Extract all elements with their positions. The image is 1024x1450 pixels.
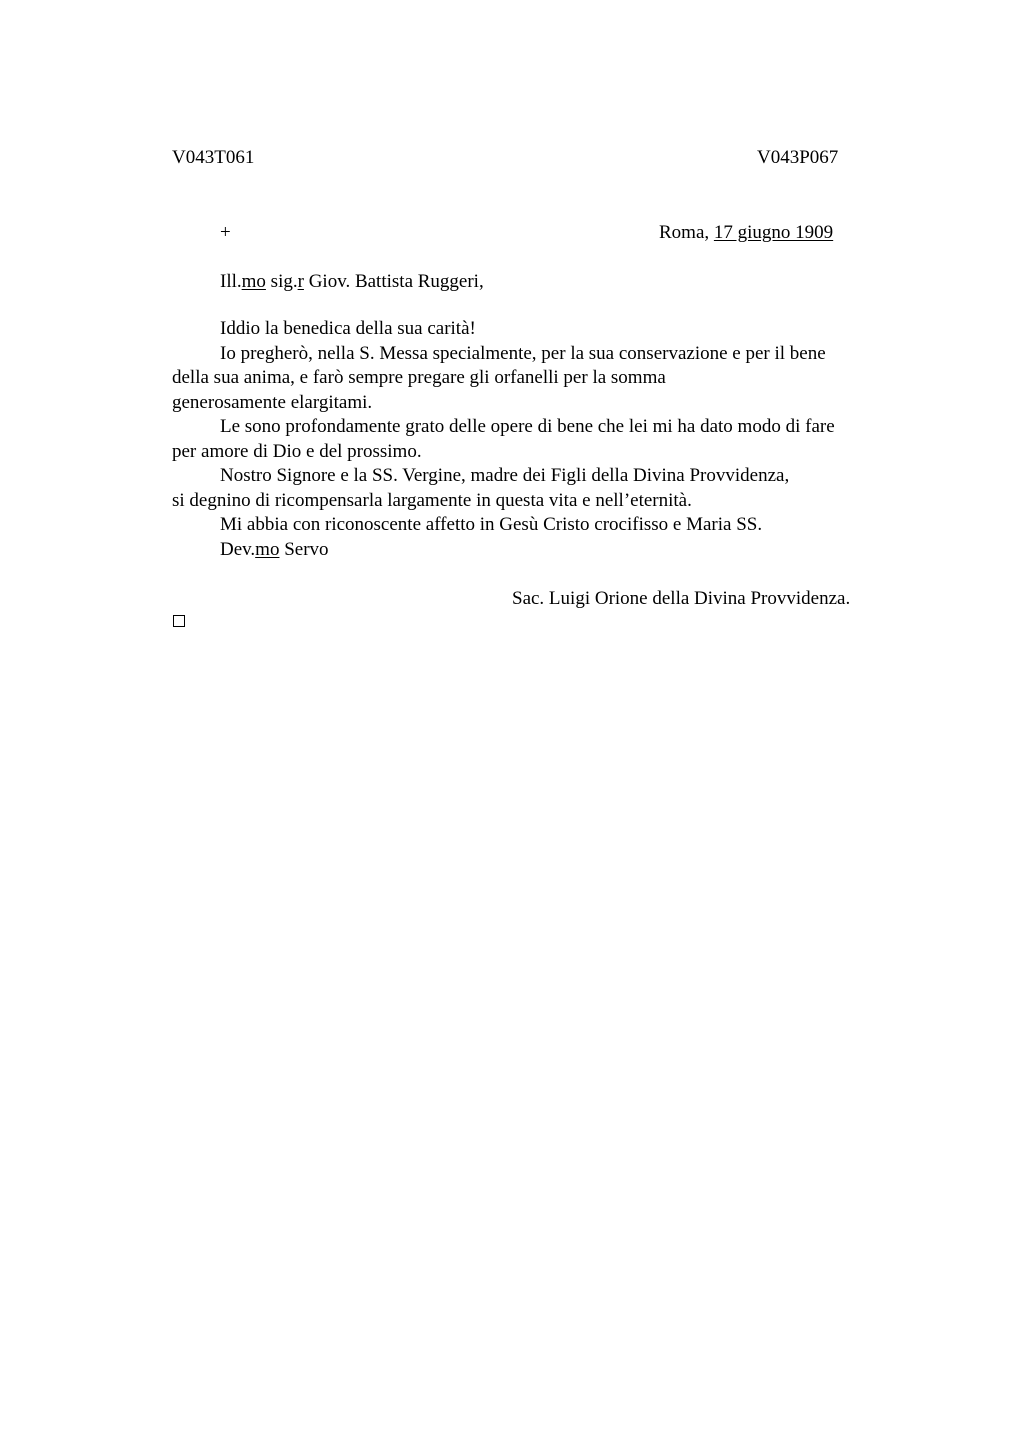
letter-body xyxy=(172,317,892,562)
end-box-icon xyxy=(173,615,185,627)
paragraph-2-line-2: della sua anima, e farò sempre pregare gli orfanelli per la somma xyxy=(172,367,666,388)
closing-mo: mo xyxy=(255,538,280,560)
cross-symbol: + xyxy=(220,222,231,243)
header-right-code: V043P067 xyxy=(757,147,839,168)
paragraph-2-line-3: generosamente elargitami. xyxy=(172,391,373,413)
paragraph-3-line-1: Le sono profondamente grato delle opere di bene che lei mi ha dato modo di fare xyxy=(220,416,835,437)
closing xyxy=(172,538,892,563)
header-left-code: V043T061 xyxy=(172,147,255,168)
salutation-sig: sig. xyxy=(265,271,298,292)
paragraph-1-line-1: Iddio la benedica della sua carità! xyxy=(220,318,476,339)
signature: Sac. Luigi Orione della Divina Provvidenza. xyxy=(512,588,851,609)
salutation-mo: mo xyxy=(241,271,266,292)
letter-place: Roma, xyxy=(659,222,710,243)
closing-rest: Servo xyxy=(279,538,329,560)
salutation-prefix: Ill. xyxy=(220,271,242,292)
paragraph-5-line-1: Mi abbia con riconoscente affetto in Gesù Cristo crocifisso e Maria SS. xyxy=(220,514,763,535)
closing-prefix: Dev. xyxy=(220,538,256,560)
letter-dateline xyxy=(659,221,833,246)
salutation-r: r xyxy=(297,271,304,292)
salutation-rest: Giov. Battista Ruggeri, xyxy=(303,271,484,292)
paragraph-3-line-2: per amore di Dio e del prossimo. xyxy=(172,440,422,462)
letter-date: 17 giugno 1909 xyxy=(713,222,834,243)
salutation xyxy=(220,270,484,295)
paragraph-4-line-1: Nostro Signore e la SS. Vergine, madre dei Figli della Divina Provvidenza, xyxy=(220,465,790,486)
paragraph-4-line-2: si degnino di ricompensarla largamente in questa vita e nell’eternità. xyxy=(172,489,692,511)
paragraph-2-line-1: Io pregherò, nella S. Messa specialmente, per la sua conservazione e per il bene xyxy=(220,342,826,364)
